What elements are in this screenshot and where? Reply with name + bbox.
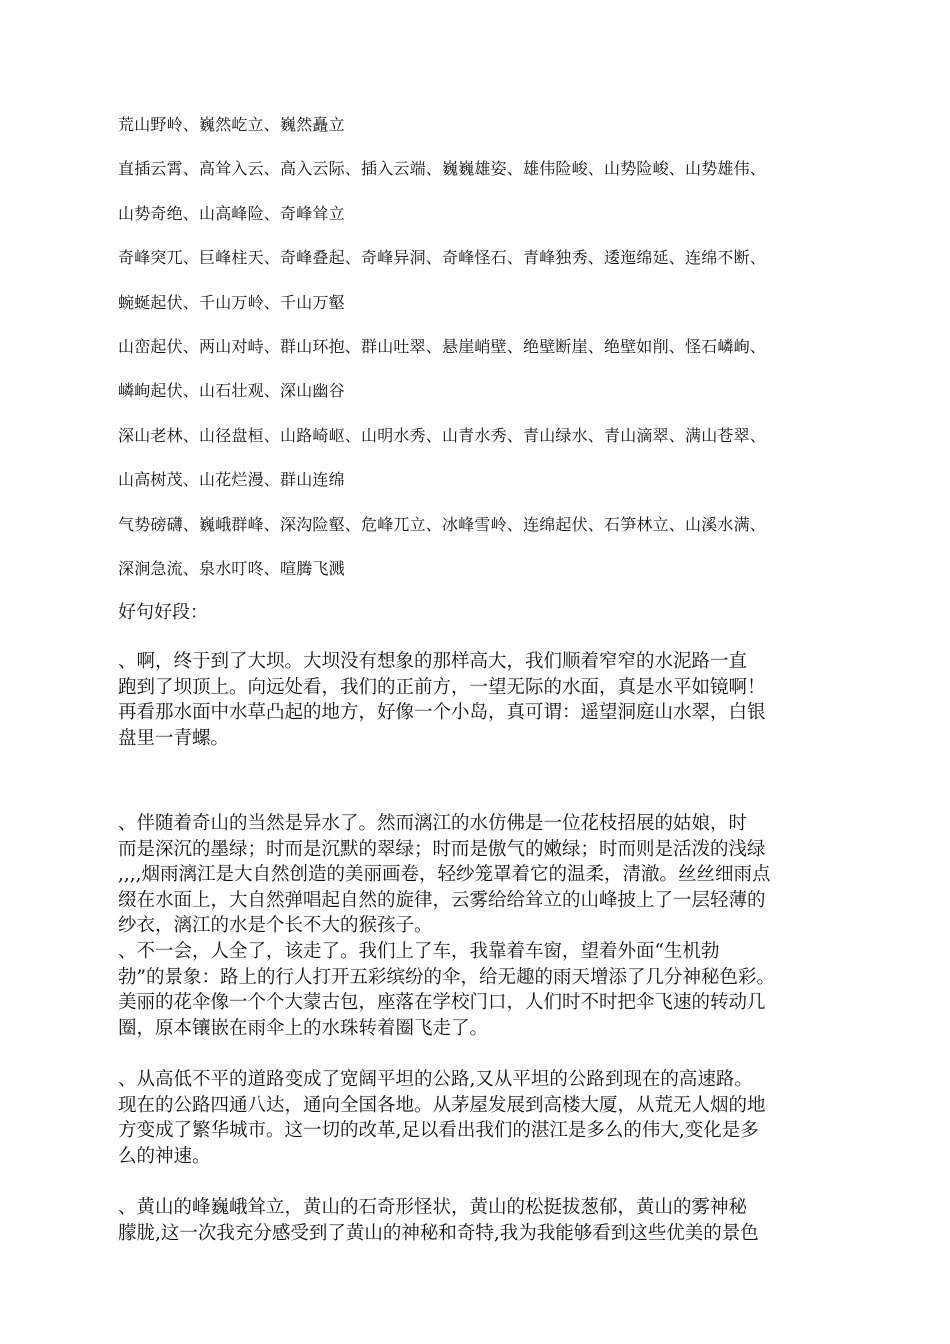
paragraph-line: 、伴随着奇山的当然是异水了。然而漓江的水仿佛是一位花枝招展的姑娘，时 [118, 813, 748, 834]
paragraph-line: 而是深沉的墨绿；时而是沉默的翠绿；时而是傲气的嫩绿；时而则是活泼的浅绿 [118, 838, 766, 860]
paragraph-line: 缀在水面上，大自然弹唱起自然的旋律，云雾给给耸立的山峰披上了一层轻薄的 [118, 889, 766, 911]
paragraph-line: 、啊，终于到了大坝。大坝没有想象的那样高大，我们顺着窄窄的水泥路一直 [118, 651, 748, 672]
word-list-line: 山峦起伏、两山对峙、群山环抱、群山吐翠、悬崖峭壁、绝壁断崖、绝壁如削、怪石嶙峋、 [118, 336, 767, 356]
passage-paragraph [118, 649, 838, 751]
section-heading: 好句好段： [118, 602, 208, 623]
paragraph-line: 纱衣，漓江的水是个长不大的猴孩子。 [118, 915, 433, 937]
word-list-line: 山势奇绝、山高峰险、奇峰耸立 [118, 203, 345, 223]
idiom-word-list [118, 103, 848, 591]
word-list-line: 深山老林、山径盘桓、山路崎岖、山明水秀、山青水秀、青山绿水、青山滴翠、满山苍翠、 [118, 425, 767, 445]
word-list-line: 直插云霄、高耸入云、高入云际、插入云端、巍巍雄姿、雄伟险峻、山势险峻、山势雄伟、 [118, 159, 767, 179]
passage-paragraph [118, 939, 838, 1041]
paragraph-line: 、黄山的峰巍峨耸立，黄山的石奇形怪状，黄山的松挺拔葱郁，黄山的雾神秘 [118, 1197, 748, 1218]
word-list-line: 深涧急流、泉水叮咚、喧腾飞溅 [118, 558, 345, 578]
word-list-line: 气势磅礴、巍峨群峰、深沟险壑、危峰兀立、冰峰雪岭、连绵起伏、石笋林立、山溪水满、 [118, 514, 767, 534]
paragraph-line: 勃”的景象：路上的行人打开五彩缤纷的伞，给无趣的雨天增添了几分神秘色彩。 [118, 966, 775, 988]
paragraph-line: 盘里一青螺。 [118, 727, 230, 749]
paragraph-line: 跑到了坝顶上。向远处看，我们的正前方，一望无际的水面，真是水平如镜啊！ [118, 676, 766, 698]
word-list-line: 山高树茂、山花烂漫、群山连绵 [118, 470, 345, 490]
paragraph-line: 么的神速。 [118, 1145, 211, 1167]
paragraph-line: 朦胧,这一次我充分感受到了黄山的神秘和奇特,我为我能够看到这些优美的景色 [118, 1222, 759, 1244]
word-list-line: 奇峰突兀、巨峰柱天、奇峰叠起、奇峰异洞、奇峰怪石、青峰独秀、逶迤绵延、连绵不断、 [118, 248, 767, 268]
paragraph-line: 圈，原本镶嵌在雨伞上的水珠转着圈飞走了。 [118, 1017, 489, 1039]
paragraph-line: ,,,,烟雨漓江是大自然创造的美丽画卷，轻纱笼罩着它的温柔，清澈。丝丝细雨点 [118, 864, 771, 886]
word-list-line: 嶙峋起伏、山石壮观、深山幽谷 [118, 381, 345, 401]
passage-paragraph [118, 811, 838, 939]
word-list-line: 荒山野岭、巍然屹立、巍然矗立 [118, 115, 345, 134]
paragraph-line: 方变成了繁华城市。这一切的改革,足以看出我们的湛江是多么的伟大,变化是多 [118, 1120, 759, 1142]
paragraph-line: 、不一会，人全了，该走了。我们上了车，我靠着车窗，望着外面“生机勃 [118, 941, 720, 962]
paragraph-line: 美丽的花伞像一个个大蒙古包，座落在学校门口，人们时不时把伞飞速的转动几 [118, 992, 766, 1014]
passage-paragraph [118, 1195, 838, 1246]
passage-paragraph [118, 1067, 838, 1169]
word-list-line: 蜿蜒起伏、千山万岭、千山万壑 [118, 292, 345, 312]
paragraph-line: 再看那水面中水草凸起的地方，好像一个小岛，真可谓：遥望洞庭山水翠，白银 [118, 702, 766, 724]
paragraph-line: 、从高低不平的道路变成了宽阔平坦的公路,又从平坦的公路到现在的高速路。 [118, 1069, 753, 1090]
paragraph-line: 现在的公路四通八达，通向全国各地。从茅屋发展到高楼大厦，从荒无人烟的地 [118, 1094, 766, 1116]
